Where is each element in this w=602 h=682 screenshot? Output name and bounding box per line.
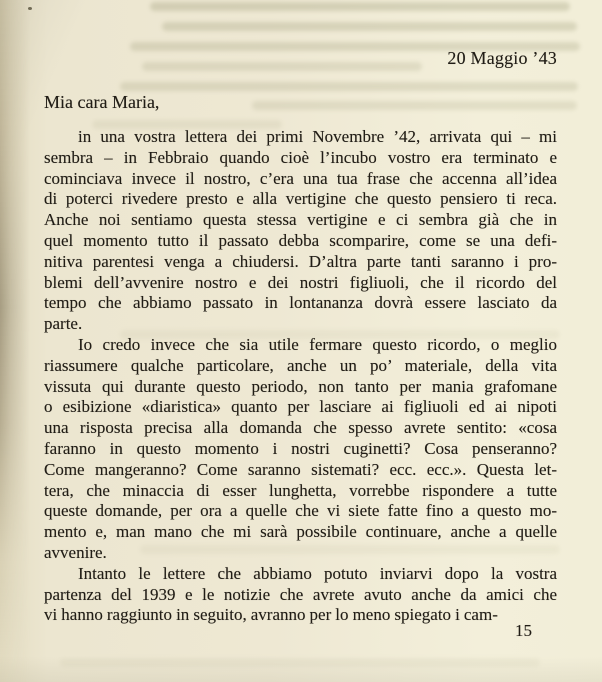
text-line: di poterci rivedere presto e alla vertigine che questo pensiero ti reca. <box>44 189 557 209</box>
text-line: blemi dell’avvenire nostro e dei nostri figliuoli, che il ricordo del <box>44 272 557 292</box>
paragraph <box>44 335 557 564</box>
text-line: vi hanno raggiunto in seguito, avranno per lo meno spiegato i cam- <box>44 605 498 625</box>
text-line: riassumere qualche particolare, anche un po’ materiale, della vita <box>44 355 557 375</box>
text-line: tera, che minaccia di esser lunghetta, vorrebbe rispondere a tutte <box>44 480 557 500</box>
text-line: partenza del 1939 e le notizie che avrete avuto anche da amici che <box>44 584 557 604</box>
paragraph <box>44 564 557 626</box>
bleedthrough-mark <box>252 101 577 110</box>
letter-salutation: Mia cara Maria, <box>44 92 160 112</box>
bleedthrough-mark <box>162 22 577 31</box>
page-number: 15 <box>515 621 532 640</box>
page-gutter-shadow <box>0 0 30 682</box>
text-line: quel momento tutto il passato debba scomparire, come se una defi- <box>44 230 557 250</box>
ink-speck <box>28 7 32 10</box>
bottom-edge-shade <box>0 656 602 682</box>
text-line: Anche noi sentiamo questa stessa vertigine e ci sembra già che in <box>44 210 557 230</box>
bleedthrough-mark <box>120 82 578 91</box>
text-line: Intanto le lettere che abbiamo potuto inviarvi dopo la vostra <box>78 563 557 583</box>
text-line: cominciava invece il nostro, c’era una tua frase che accenna all’idea <box>44 168 557 188</box>
bleedthrough-mark <box>150 2 570 11</box>
paragraph <box>44 127 557 335</box>
text-line: faranno in questo momento i nostri cuginetti? Cosa penseranno? <box>44 438 557 458</box>
letter-body <box>44 127 557 626</box>
text-line: o esibizione «diaristica» quanto per lasciare ai figliuoli ed ai nipoti <box>44 397 557 417</box>
text-line: Io credo invece che sia utile fermare questo ricordo, o meglio <box>78 334 557 354</box>
text-line: in una vostra lettera dei primi Novembre ’42, arrivata qui – mi <box>78 127 557 146</box>
bleedthrough-mark <box>60 658 540 667</box>
text-line: Come mangeranno? Come saranno sistemati? ecc. ecc.». Questa let- <box>44 459 557 479</box>
text-line: nitiva parentesi venga a chiudersi. D’altra parte tanti saranno i pro- <box>44 251 557 271</box>
bleedthrough-mark <box>142 62 422 71</box>
text-line: vissuta qui durante questo periodo, non tanto per mania grafomane <box>44 376 557 396</box>
text-line: queste domande, per ora a quelle che vi siete fatte fino a questo mo- <box>44 501 557 521</box>
text-line: una risposta precisa alla domanda che spesso avrete sentito: «cosa <box>44 418 557 438</box>
text-line: parte. <box>44 314 83 334</box>
text-line: mento e, man mano che mi sarà possibile continuare, anche a quelle <box>44 522 557 542</box>
text-line: tempo che abbiamo passato in lontananza dovrà essere lasciato da <box>44 293 557 313</box>
text-line: avvenire. <box>44 542 107 562</box>
text-line: sembra – in Febbraio quando cioè l’incubo vostro era terminato e <box>44 147 557 167</box>
letter-date: 20 Maggio ’43 <box>447 48 557 68</box>
